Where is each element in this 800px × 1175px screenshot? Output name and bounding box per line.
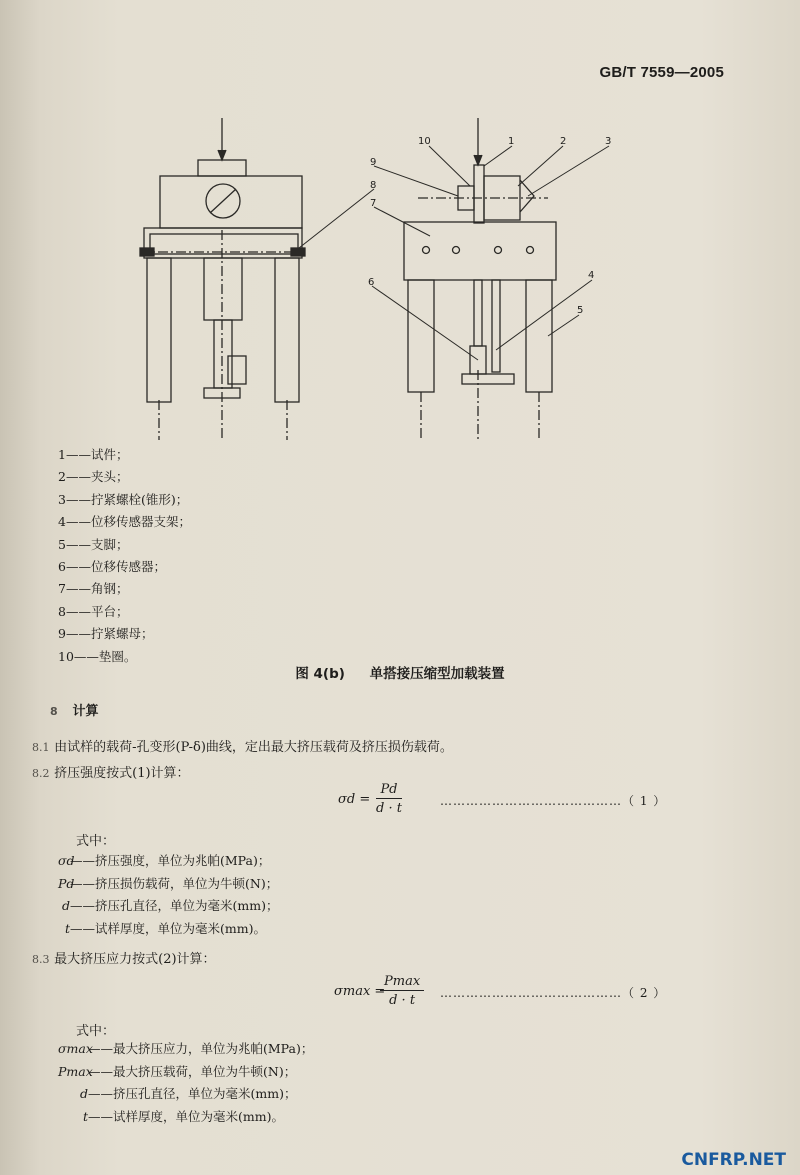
clause-8-3: [32, 948, 216, 967]
section-heading: [50, 700, 99, 719]
section-number: 8: [50, 705, 58, 718]
formula-2-fraction: [380, 974, 424, 1008]
clause-text: 挤压强度按式(1)计算：: [54, 766, 190, 781]
section-title: 计算: [72, 704, 99, 719]
def-symbol: σmax: [58, 1041, 93, 1056]
formula-2-denominator: d · t: [389, 993, 416, 1008]
definition-row: [58, 850, 278, 873]
callout-3: 3: [605, 136, 612, 147]
callout-10: 10: [418, 136, 431, 147]
def-symbol: t: [82, 1108, 88, 1124]
callout-4: 4: [588, 270, 595, 281]
definition-row: [58, 918, 278, 941]
formula-1-fraction: [376, 782, 402, 816]
formula-1-numerator: Pd: [376, 782, 402, 799]
legend-item: 10——垫圈。: [58, 648, 137, 664]
formula-1-lhs: σd =: [338, 792, 371, 807]
clause-text: 最大挤压应力按式(2)计算：: [54, 952, 216, 967]
callout-5: 5: [577, 305, 584, 316]
clause-8-1: [32, 736, 453, 755]
def-text: ——最大挤压载荷，单位为牛顿(N)；: [88, 1063, 297, 1079]
legend-item: 2——夹头；: [58, 469, 129, 485]
figure-legend: [58, 444, 191, 668]
def-text: ——最大挤压应力，单位为兆帕(MPa)；: [88, 1041, 314, 1056]
def-text: ——试样厚度，单位为毫米(mm)。: [70, 920, 266, 936]
right-view: [404, 118, 556, 440]
legend-item: 4——位移传感器支架；: [58, 514, 191, 530]
def-symbol: d: [61, 898, 70, 914]
formula-2-label: ……………………………………（ 2 ）: [440, 986, 667, 1000]
where-label-1: 式中：: [76, 834, 116, 849]
formula-2-lhs: σmax =: [334, 984, 386, 999]
caption-number: 图 4(b): [295, 666, 345, 682]
callout-6: 6: [368, 277, 375, 288]
caption-title: 单搭接压缩型加载装置: [369, 666, 505, 682]
legend-item: 9——拧紧螺母；: [58, 626, 154, 642]
def-text: ——挤压孔直径，单位为毫米(mm)；: [88, 1086, 297, 1102]
def-text: ——挤压损伤载荷，单位为牛顿(N)；: [70, 875, 279, 891]
legend-item: 8——平台；: [58, 603, 129, 619]
legend-item: 6——位移传感器；: [58, 558, 166, 574]
site-watermark: CNFRP.NET: [681, 1150, 786, 1170]
callout-2: 2: [560, 136, 567, 147]
left-view: [140, 118, 305, 440]
clause-number: 8.1: [32, 741, 50, 754]
figure-caption: [0, 662, 800, 682]
legend-item: 3——拧紧螺栓(锥形)；: [58, 491, 189, 507]
formula-2-numerator: Pmax: [380, 974, 424, 991]
callout-8: 8: [370, 180, 377, 191]
definition-row: [58, 873, 278, 896]
def-symbol: Pmax: [58, 1063, 93, 1079]
definition-row: [58, 1061, 313, 1084]
def-text: ——试样厚度，单位为毫米(mm)。: [88, 1108, 284, 1124]
legend-item: 5——支脚；: [58, 536, 129, 552]
definition-row: [58, 895, 278, 918]
formula-1-label: ……………………………………（ 1 ）: [440, 794, 667, 808]
clause-number: 8.3: [32, 953, 50, 966]
legend-item: 1——试件；: [58, 447, 129, 462]
where-label-2: 式中：: [76, 1024, 116, 1039]
clause-text: 由试样的载荷-孔变形(P-δ)曲线，定出最大挤压载荷及挤压损伤载荷。: [54, 740, 453, 755]
callout-1: 1: [508, 136, 515, 147]
def-symbol: σd: [58, 853, 75, 868]
loading-fixture-drawing: [0, 100, 800, 445]
def-text: ——挤压强度，单位为兆帕(MPa)；: [70, 853, 271, 868]
def-symbol: t: [64, 920, 70, 936]
legend-item: 7——角钢；: [58, 581, 129, 597]
definition-row: [58, 1083, 313, 1106]
definition-row: [58, 1106, 313, 1129]
standard-number: GB/T 7559—2005: [599, 64, 724, 81]
clause-number: 8.2: [32, 767, 50, 780]
definitions-1: [58, 850, 278, 940]
callout-9: 9: [370, 157, 377, 168]
callout-7: 7: [370, 198, 377, 209]
definitions-2: [58, 1038, 313, 1128]
definition-row: [58, 1038, 313, 1061]
def-symbol: d: [79, 1086, 88, 1102]
def-symbol: Pd: [58, 875, 75, 891]
def-text: ——挤压孔直径，单位为毫米(mm)；: [70, 898, 279, 914]
clause-8-2: [32, 762, 190, 781]
formula-1-denominator: d · t: [376, 801, 402, 816]
